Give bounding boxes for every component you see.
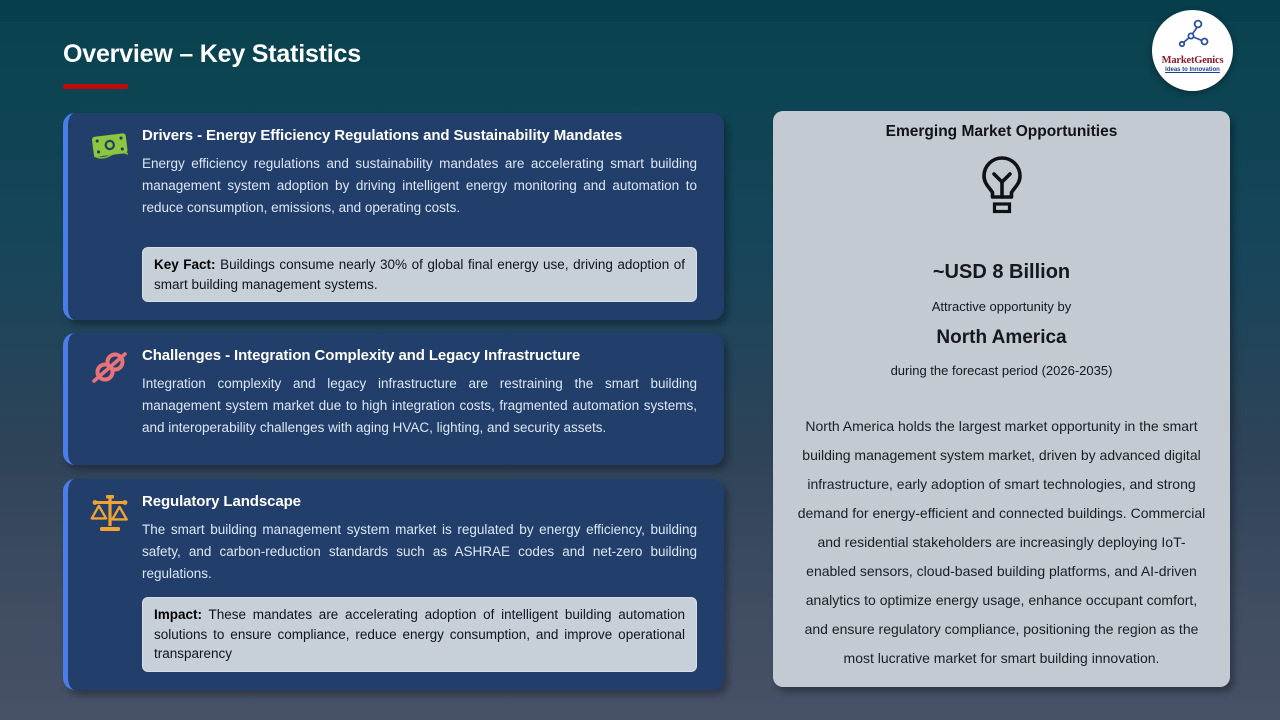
card-challenges: [63, 333, 724, 465]
card-body: Energy efficiency regulations and sustainability mandates are accelerating smart building management system adoption by driving intelligent energy monitoring and automation to reduce consumption, emissions, and operating costs.: [142, 156, 697, 215]
molecule-network-icon: [1176, 19, 1210, 54]
money-bill-icon: [90, 128, 130, 168]
opportunity-value: ~USD 8 Billion: [932, 261, 1071, 283]
opportunity-subtitle: Attractive opportunity by: [931, 299, 1072, 314]
scales-icon: [90, 494, 130, 534]
card-title: Challenges - Integration Complexity and Legacy Infrastructure: [142, 347, 581, 364]
callout-label: Key Fact:: [154, 257, 216, 272]
logo-tagline: Ideas to Innovation: [1165, 67, 1220, 73]
callout-text: Buildings consume nearly 30% of global final energy use, driving adoption of smart building management systems.: [154, 257, 685, 292]
page-title: Overview – Key Statistics: [63, 40, 361, 68]
callout-label: Impact:: [154, 607, 203, 622]
card-regulatory: [63, 479, 724, 690]
card-body: The smart building management system market is regulated by energy efficiency, building safety, and carbon-reduction standards such as ASHRAE codes and net-zero building regulations.: [142, 522, 697, 581]
panel-title: Emerging Market Opportunities: [885, 123, 1118, 140]
impact-callout: [142, 597, 697, 672]
callout-text: These mandates are accelerating adoption of intelligent building automation solutions to ensure compliance, reduce energy consumption, and improve operational transparency: [154, 607, 685, 661]
broken-link-icon: [90, 348, 130, 388]
opportunity-region: North America: [936, 327, 1067, 348]
card-body: Integration complexity and legacy infrastructure are restraining the smart building management system market due to high integration costs, fragmented automation systems, and interoperability challenges with aging HVAC, lighting, and security assets.: [142, 376, 697, 435]
top-band: [0, 0, 1280, 22]
opportunity-panel: [773, 111, 1230, 687]
title-underline: [63, 84, 128, 89]
card-title: Regulatory Landscape: [142, 493, 301, 510]
logo: [1152, 10, 1233, 91]
key-fact-callout: [142, 247, 697, 302]
card-title: Drivers - Energy Efficiency Regulations and Sustainability Mandates: [142, 127, 623, 144]
opportunity-description: North America holds the largest market opportunity in the smart building management system market, driven by advanced digital infrastructure, early adoption of smart technologies, and strong demand for energy-efficient and connected buildings. Commercial and residential stakeholders are increasingly deploying IoT-enabled sensors, cloud-based building platforms, and AI-driven analytics to optimize energy usage, enhance occupant comfort, and ensure regulatory compliance, positioning the region as the most lucrative market for smart building innovation.: [797, 418, 1206, 666]
card-drivers: [63, 113, 724, 320]
lightbulb-icon: [794, 155, 1209, 217]
opportunity-period: during the forecast period (2026-2035): [890, 363, 1113, 378]
logo-name: MarketGenics: [1161, 55, 1224, 66]
